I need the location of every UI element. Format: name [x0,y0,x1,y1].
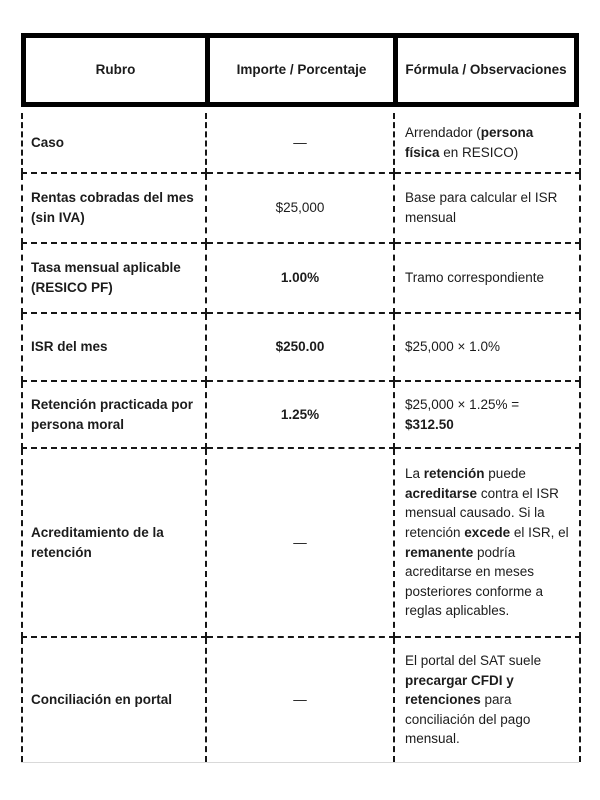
tax-table-body [21,113,581,762]
row-value: 1.25% [206,381,394,448]
row-label: Retención practicada por persona moral [22,381,206,448]
header-cell-rubro: Rubro [95,62,136,78]
row-notes: El portal del SAT suele precargar CFDI y retenciones para conciliación del pago mensual. [394,637,580,762]
table-row [22,313,580,381]
row-value: $250.00 [206,313,394,381]
row-notes: $25,000 × 1.0% [394,313,580,381]
table-row [22,113,580,173]
row-label: ISR del mes [22,313,206,381]
row-value: — [206,113,394,173]
row-value: — [206,637,394,762]
table-bottom-cut-rule [21,762,579,763]
row-value: 1.00% [206,243,394,313]
header-cell-formula: Fórmula / Observaciones [393,38,574,102]
table-row [22,637,580,762]
table-row [22,173,580,243]
row-notes: Arrendador (persona física en RESICO) [394,113,580,173]
table-row [22,381,580,448]
row-value: — [206,448,394,637]
table-row [22,448,580,637]
table-row [22,243,580,313]
row-label: Acreditamiento de la retención [22,448,206,637]
header-cell-importe: Importe / Porcentaje [205,38,393,102]
row-label: Rentas cobradas del mes (sin IVA) [22,173,206,243]
row-notes: $25,000 × 1.25% = $312.50 [394,381,580,448]
row-notes: La retención puede acreditarse contra el ISR mensual causado. Si la retención excede el ISR, el remanente podría acreditarse en meses posteriores conforme a reglas aplicables. [394,448,580,637]
row-notes: Base para calcular el ISR mensual [394,173,580,243]
row-value: $25,000 [206,173,394,243]
table-header-row [21,33,579,107]
row-label: Tasa mensual aplicable (RESICO PF) [22,243,206,313]
row-notes: Tramo correspondiente [394,243,580,313]
row-label: Caso [22,113,206,173]
row-label: Conciliación en portal [22,637,206,762]
